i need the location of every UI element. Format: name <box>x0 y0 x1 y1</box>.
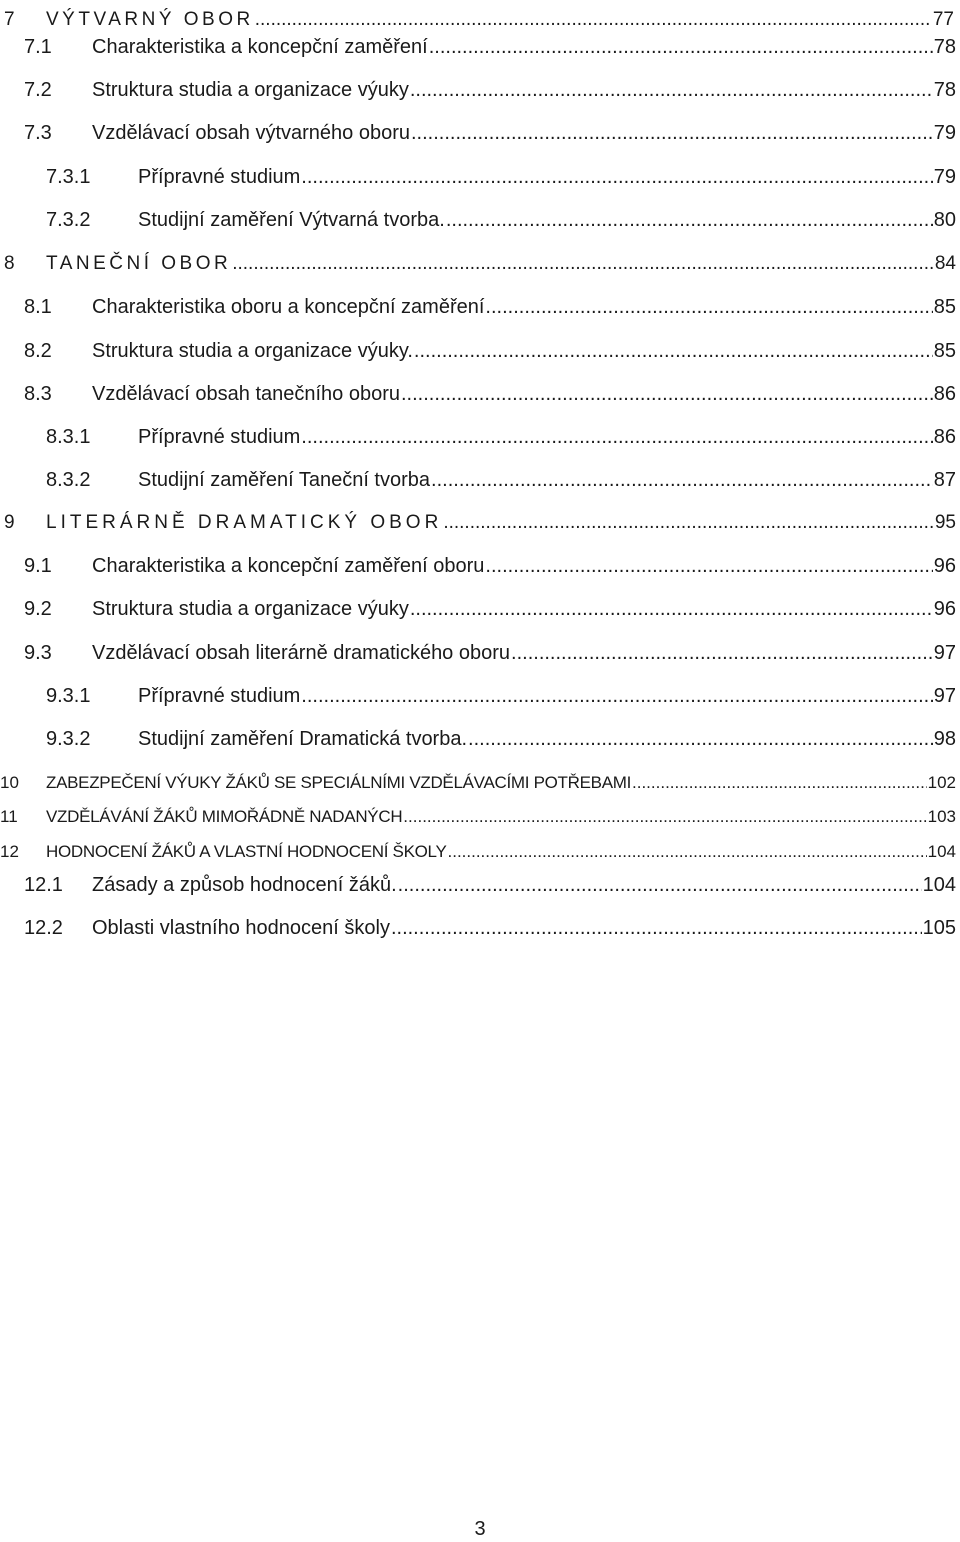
toc-title: Vzdělávací obsah literárně dramatického oboru <box>92 641 511 664</box>
toc-leader <box>401 383 933 406</box>
toc-title: Vzdělávací obsah výtvarného oboru <box>92 121 410 144</box>
toc-row[interactable] <box>0 637 960 669</box>
toc-number: 7.3.2 <box>46 209 91 231</box>
toc-page: 86 <box>933 425 956 448</box>
toc-row[interactable] <box>0 801 960 833</box>
toc-title: VZDĚLÁVÁNÍ ŽÁKŮ MIMOŘÁDNĚ NADANÝCH <box>46 807 403 826</box>
toc-page: 87 <box>933 468 956 491</box>
toc-entry <box>46 507 956 539</box>
toc-leader <box>391 917 922 940</box>
toc-number: 8.2 <box>24 340 52 362</box>
toc-entry <box>138 464 956 496</box>
toc-title: Struktura studia a organizace výuky <box>92 597 409 620</box>
toc-page: 78 <box>933 35 956 58</box>
toc-title: Přípravné studium <box>138 165 301 188</box>
toc-number: 7.1 <box>24 36 52 58</box>
toc-row[interactable] <box>0 723 960 755</box>
toc-leader <box>411 122 933 145</box>
toc-number: 7.3.1 <box>46 166 91 188</box>
toc-title: VÝTVARNÝ OBOR <box>46 9 254 30</box>
toc-number: 7 <box>4 9 15 30</box>
toc-leader <box>403 807 926 827</box>
toc-title: TANEČNÍ OBOR <box>46 253 232 274</box>
toc-leader <box>448 842 927 862</box>
toc-leader <box>485 555 932 578</box>
toc-number: 12 <box>0 842 19 861</box>
toc-row[interactable] <box>0 31 960 63</box>
toc-entry <box>92 869 956 901</box>
toc-row[interactable] <box>0 912 960 944</box>
toc-page: 103 <box>927 807 956 826</box>
toc-entry <box>46 801 956 833</box>
toc-title: Charakteristika a koncepční zaměření oboru <box>92 554 485 577</box>
toc-leader <box>431 469 933 492</box>
toc-row[interactable] <box>0 161 960 193</box>
toc-leader <box>410 79 933 102</box>
toc-entry <box>46 248 956 280</box>
toc-title: Vzdělávací obsah tanečního oboru <box>92 382 400 405</box>
toc-number: 10 <box>0 773 19 792</box>
toc-page: 79 <box>933 121 956 144</box>
toc-title: Charakteristika oboru a koncepční zaměření <box>92 295 485 318</box>
toc-title: Struktura studia a organizace výuky <box>92 78 409 101</box>
toc-page: 86 <box>933 382 956 405</box>
toc-row[interactable] <box>0 204 960 236</box>
toc-leader <box>414 340 933 363</box>
toc-number: 8.3.2 <box>46 469 91 491</box>
toc-entry <box>46 836 956 868</box>
toc-page: 97 <box>933 684 956 707</box>
toc-title: HODNOCENÍ ŽÁKŮ A VLASTNÍ HODNOCENÍ ŠKOLY <box>46 842 447 861</box>
toc-row[interactable] <box>0 248 960 280</box>
toc-number: 9 <box>4 512 15 533</box>
toc-entry <box>92 117 956 149</box>
toc-leader <box>301 426 932 449</box>
toc-page: 104 <box>922 873 956 896</box>
toc-title: Charakteristika a koncepční zaměření <box>92 35 428 58</box>
toc-entry <box>138 204 956 236</box>
toc-number: 12.1 <box>24 874 63 896</box>
toc-row[interactable] <box>0 550 960 582</box>
toc-page: 98 <box>933 727 956 750</box>
toc-page: 95 <box>934 512 956 533</box>
toc-title: Studijní zaměření Výtvarná tvorba. <box>138 208 445 231</box>
toc-row[interactable] <box>0 291 960 323</box>
toc-leader <box>485 296 932 319</box>
toc-page: 96 <box>933 554 956 577</box>
toc-page: 105 <box>922 916 956 939</box>
toc-row[interactable] <box>0 869 960 901</box>
toc-leader <box>429 36 933 59</box>
toc-page: 85 <box>933 339 956 362</box>
toc-entry <box>92 593 956 625</box>
toc-number: 9.3.1 <box>46 685 91 707</box>
toc-page: 80 <box>933 208 956 231</box>
toc-page: 85 <box>933 295 956 318</box>
toc-row[interactable] <box>0 421 960 453</box>
toc-leader <box>468 728 933 751</box>
toc-leader <box>511 642 933 665</box>
toc-row[interactable] <box>0 335 960 367</box>
toc-leader <box>632 773 927 793</box>
toc-entry <box>138 421 956 453</box>
toc-entry <box>92 291 956 323</box>
toc-entry <box>92 335 956 367</box>
toc-entry <box>92 912 956 944</box>
toc-number: 8.3 <box>24 383 52 405</box>
toc-leader <box>398 874 922 897</box>
toc-row[interactable] <box>0 74 960 106</box>
toc-row[interactable] <box>0 593 960 625</box>
toc-number: 9.3.2 <box>46 728 91 750</box>
toc-page: 97 <box>933 641 956 664</box>
toc-row[interactable] <box>0 836 960 868</box>
toc-title: Studijní zaměření Dramatická tvorba. <box>138 727 468 750</box>
toc-row[interactable] <box>0 680 960 712</box>
toc-entry <box>92 637 956 669</box>
toc-title: ZABEZPEČENÍ VÝUKY ŽÁKŮ SE SPECIÁLNÍMI VZDĚLÁVACÍMI POTŘEBAMI <box>46 773 632 792</box>
toc-page: 102 <box>927 773 956 792</box>
toc-title: Oblasti vlastního hodnocení školy <box>92 916 390 939</box>
toc-entry <box>92 74 956 106</box>
toc-entry <box>92 378 956 410</box>
toc-number: 9.2 <box>24 598 52 620</box>
toc-leader <box>443 512 934 534</box>
toc-leader <box>446 209 933 232</box>
toc-row[interactable] <box>0 767 960 799</box>
toc-title: Struktura studia a organizace výuky. <box>92 339 413 362</box>
toc-row[interactable] <box>0 378 960 410</box>
toc-title: LITERÁRNĚ DRAMATICKÝ OBOR <box>46 512 443 533</box>
toc-entry <box>138 723 956 755</box>
toc-number: 9.3 <box>24 642 52 664</box>
toc-number: 11 <box>0 807 18 826</box>
toc-leader <box>301 685 932 708</box>
toc-number: 7.2 <box>24 79 52 101</box>
toc-number: 7.3 <box>24 122 52 144</box>
toc-row[interactable] <box>0 507 960 539</box>
toc-title: Zásady a způsob hodnocení žáků. <box>92 873 397 896</box>
toc-page: 79 <box>933 165 956 188</box>
toc-leader <box>255 9 932 31</box>
toc-page: 96 <box>933 597 956 620</box>
toc-number: 8 <box>4 253 15 274</box>
toc-title: Studijní zaměření Taneční tvorba <box>138 468 431 491</box>
toc-page: 84 <box>934 253 956 274</box>
toc-page: 78 <box>933 78 956 101</box>
page-number: 3 <box>474 1518 486 1540</box>
toc-title: Přípravné studium <box>138 684 301 707</box>
toc-number: 8.1 <box>24 296 52 318</box>
toc-entry <box>138 161 956 193</box>
toc-row[interactable] <box>0 464 960 496</box>
toc-entry <box>92 550 956 582</box>
toc-entry <box>46 767 956 799</box>
toc-page: 77 <box>932 9 954 30</box>
toc-entry <box>138 680 956 712</box>
toc-leader <box>410 598 933 621</box>
toc-number: 12.2 <box>24 917 63 939</box>
toc-number: 8.3.1 <box>46 426 91 448</box>
toc-page: 104 <box>927 842 956 861</box>
toc-entry <box>92 31 956 63</box>
toc-number: 9.1 <box>24 555 52 577</box>
toc-leader <box>301 166 932 189</box>
toc-leader <box>232 253 934 275</box>
toc-title: Přípravné studium <box>138 425 301 448</box>
toc-row[interactable] <box>0 117 960 149</box>
